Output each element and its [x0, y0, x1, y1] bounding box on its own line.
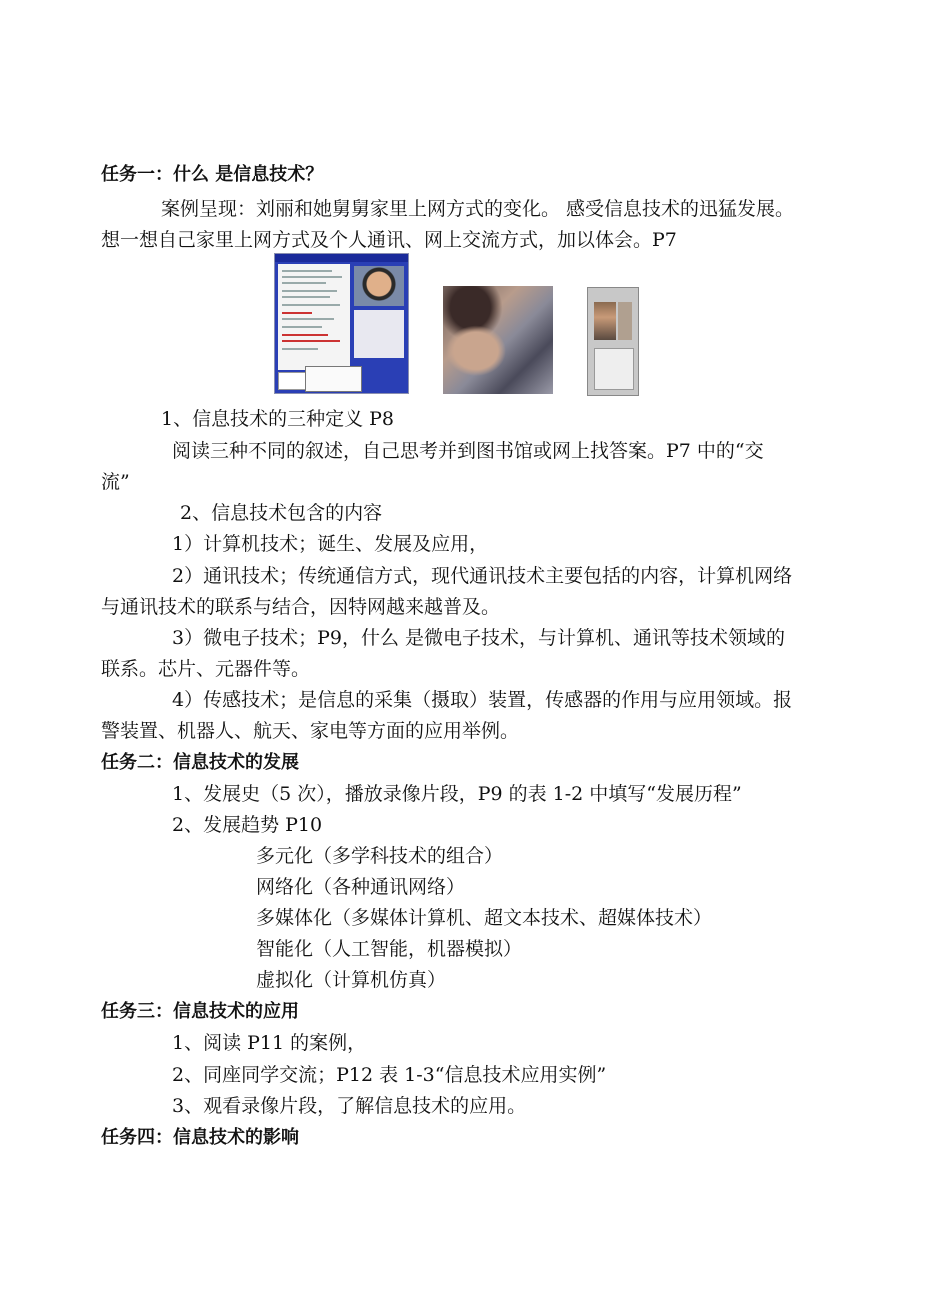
case-line-1: 案例呈现：刘丽和她舅舅家里上网方式的变化。 感受信息技术的迅猛发展。	[161, 198, 795, 220]
trend-title: 2、发展趋势 P10	[172, 814, 323, 836]
content-item-4-line-2: 警装置、机器人、航天、家电等方面的应用举例。	[101, 720, 520, 742]
content-item-4-line-1: 4）传感技术；是信息的采集（摄取）装置，传感器的作用与应用领域。报	[172, 689, 793, 711]
content-title: 2、信息技术包含的内容	[180, 502, 383, 524]
read-line-2: 流”	[101, 471, 130, 493]
trend-item: 多元化（多学科技术的组合）	[256, 845, 504, 867]
trend-item: 网络化（各种通讯网络）	[256, 876, 466, 898]
content-item-1: 1）计算机技术；诞生、发展及应用，	[172, 533, 489, 555]
definition-title: 1、信息技术的三种定义 P8	[161, 408, 395, 430]
trend-item: 虚拟化（计算机仿真）	[256, 969, 447, 991]
application-item: 1、阅读 P11 的案例，	[172, 1032, 367, 1054]
content-item-3-line-2: 联系。芯片、元器件等。	[101, 658, 311, 680]
task4-heading: 任务四：信息技术的影响	[101, 1127, 299, 1148]
task1-heading: 任务一：什么 是信息技术？	[101, 164, 324, 185]
chat-screenshot-image	[274, 253, 409, 394]
content-item-2-line-2: 与通讯技术的联系与结合，因特网越来越普及。	[101, 596, 501, 618]
videophone-image	[587, 287, 639, 396]
application-item: 2、同座同学交流；P12 表 1-3“信息技术应用实例”	[172, 1064, 607, 1086]
trend-item: 多媒体化（多媒体计算机、超文本技术、超媒体技术）	[256, 907, 713, 929]
task3-heading: 任务三：信息技术的应用	[101, 1001, 299, 1022]
read-line-1: 阅读三种不同的叙述，自己思考并到图书馆或网上找答案。P7 中的“交	[172, 440, 764, 462]
history-line: 1、发展史（5 次），播放录像片段，P9 的表 1-2 中填写“发展历程”	[172, 783, 742, 805]
task2-heading: 任务二：信息技术的发展	[101, 752, 299, 773]
trend-item: 智能化（人工智能，机器模拟）	[256, 938, 523, 960]
case-line-2: 想一想自己家里上网方式及个人通讯、网上交流方式，加以体会。P7	[101, 229, 677, 251]
person-photo-image	[443, 286, 553, 394]
content-item-2-line-1: 2）通讯技术；传统通信方式，现代通讯技术主要包括的内容，计算机网络	[172, 565, 793, 587]
content-item-3-line-1: 3）微电子技术；P9，什么 是微电子技术，与计算机、通讯等技术领域的	[172, 627, 786, 649]
application-item: 3、观看录像片段，了解信息技术的应用。	[172, 1095, 527, 1117]
